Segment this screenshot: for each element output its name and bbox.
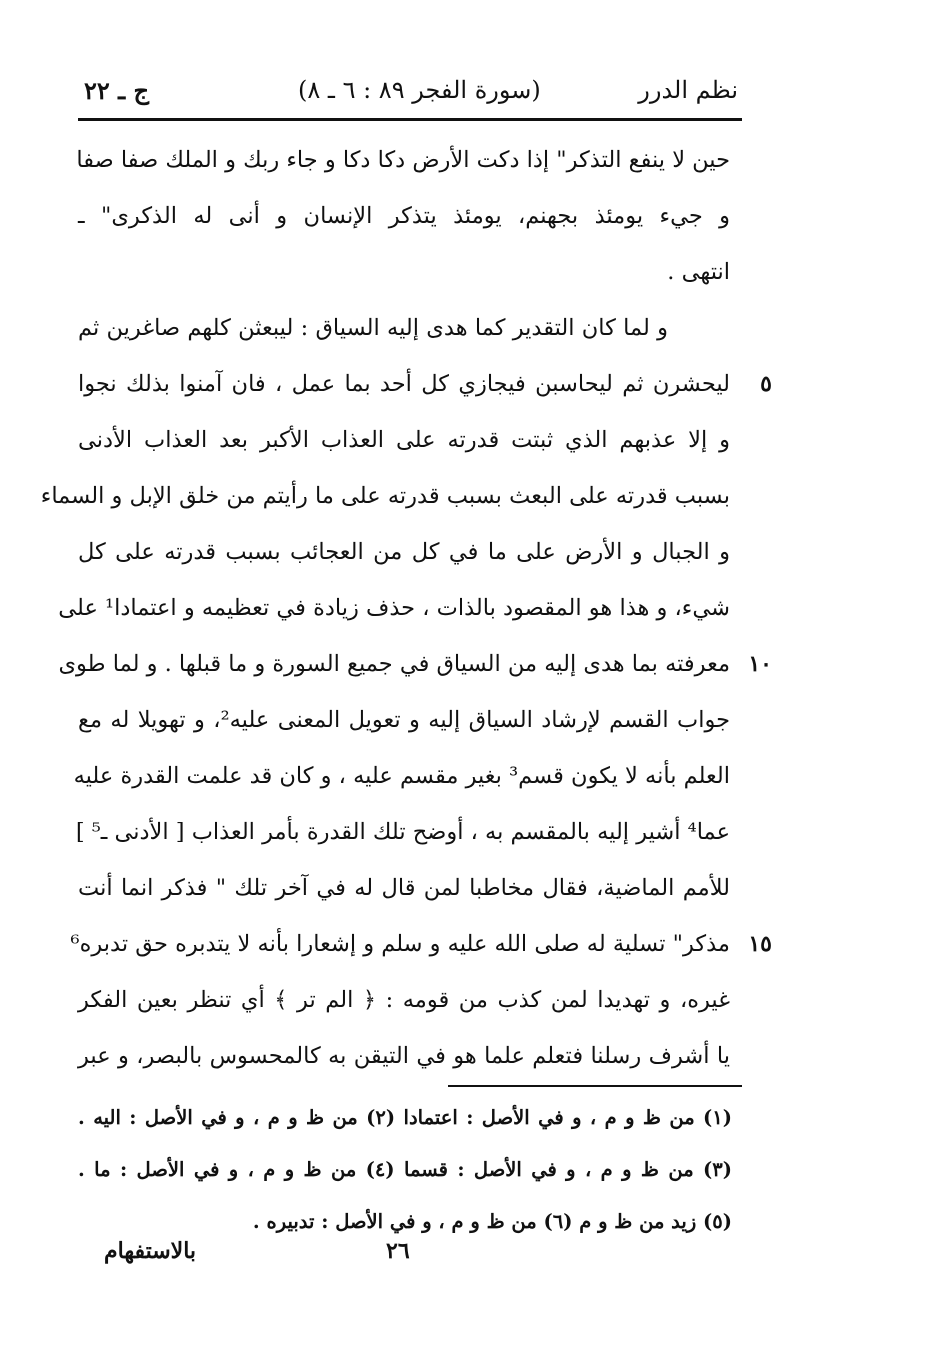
line-number: ١٠ [748,651,772,677]
text-line: شيء، و هذا هو المقصود بالذات ، حذف زيادة في تعظيمه و اعتمادا¹ على [58,595,730,621]
text-line: و لما كان التقدير كما هدى إليه السياق : ليبعثن كلهم صاغرين ثم [78,315,668,341]
text-line: غيره، و تهديدا لمن كذب من قومه : ﴿ الم تر ﴾ أي تنظر بعين الفكر [78,987,730,1013]
page-number: ٢٦ [386,1238,410,1264]
text-line: ١٥ مذكر" تسلية له صلى الله عليه و سلم و إشعارا بأنه لا يتدبره حق تدبره⁶ [78,916,730,972]
text-line: انتهى . [667,259,730,285]
text-line: العلم بأنه لا يكون قسم³ بغير مقسم عليه ، و كان قد علمت القدرة عليه [73,763,730,789]
text-line: للأمم الماضية، فقال مخاطبا لمن قال له في آخر تلك " فذكر انما أنت [78,875,730,901]
text-line: حين لا ينفع التذكر" إذا دكت الأرض دكا دكا و جاء ربك و الملك صفا صفا [76,147,730,173]
page-footer [78,1232,732,1282]
text-line: ٥ ليحشرن ثم ليحاسبن فيجازي كل أحد بما عمل ، فان آمنوا بذلك نجوا [78,356,730,412]
surah-reference: (سورة الفجر ٨٩ : ٦ ـ ٨) [298,76,541,104]
text-line: بسبب قدرته على البعث بسبب قدرته على ما رأيتم من خلق الإبل و السماء [40,483,730,509]
text-line: و إلا عذبهم الذي ثبتت قدرته على العذاب الأكبر بعد العذاب الأدنى [78,427,730,453]
footnote-line: (٥) زيد من ظ و م (٦) من ظ و م ، و في الأصل : تدبيره . [252,1210,732,1233]
line-number: ١٥ [748,931,772,957]
text-line: يا أشرف رسلنا فتعلم علما هو في التيقن به كالمحسوس بالبصر، و عبر [78,1043,730,1069]
footnotes [78,1092,732,1248]
volume-number: ج ـ ٢٢ [84,76,150,105]
text-line: عما⁴ أشير إليه بالمقسم به ، أوضح تلك القدرة بأمر العذاب [ الأدنى ـ⁵ ] [75,819,730,845]
text-line: ١٠ معرفته بما هدى إليه من السياق في جميع السورة و ما قبلها . و لما طوى [78,636,730,692]
running-header [78,66,738,116]
footnote-rule [448,1085,742,1087]
book-title: نظم الدرر [638,76,738,104]
catchword: بالاستفهام [104,1238,197,1264]
main-text [40,132,772,1084]
text-line: جواب القسم لإرشاد السياق إليه و تعويل المعنى عليه²، و تهويلا له مع [78,707,730,733]
header-rule [78,118,742,121]
footnote-line: (٣) من ظ و م ، و في الأصل : قسما (٤) من ظ و م ، و في الأصل : ما . [78,1158,732,1181]
footnote-line: (١) من ظ و م ، و في الأصل : اعتمادا (٢) من ظ و م ، و في الأصل : اليه . [78,1106,732,1129]
line-number: ٥ [760,371,772,397]
text-line: و الجبال و الأرض على ما في كل من العجائب بسبب قدرته على كل [78,539,730,565]
text-line: و جيء يومئذ بجهنم، يومئذ يتذكر الإنسان و أنى له الذكرى" ـ [78,203,730,229]
